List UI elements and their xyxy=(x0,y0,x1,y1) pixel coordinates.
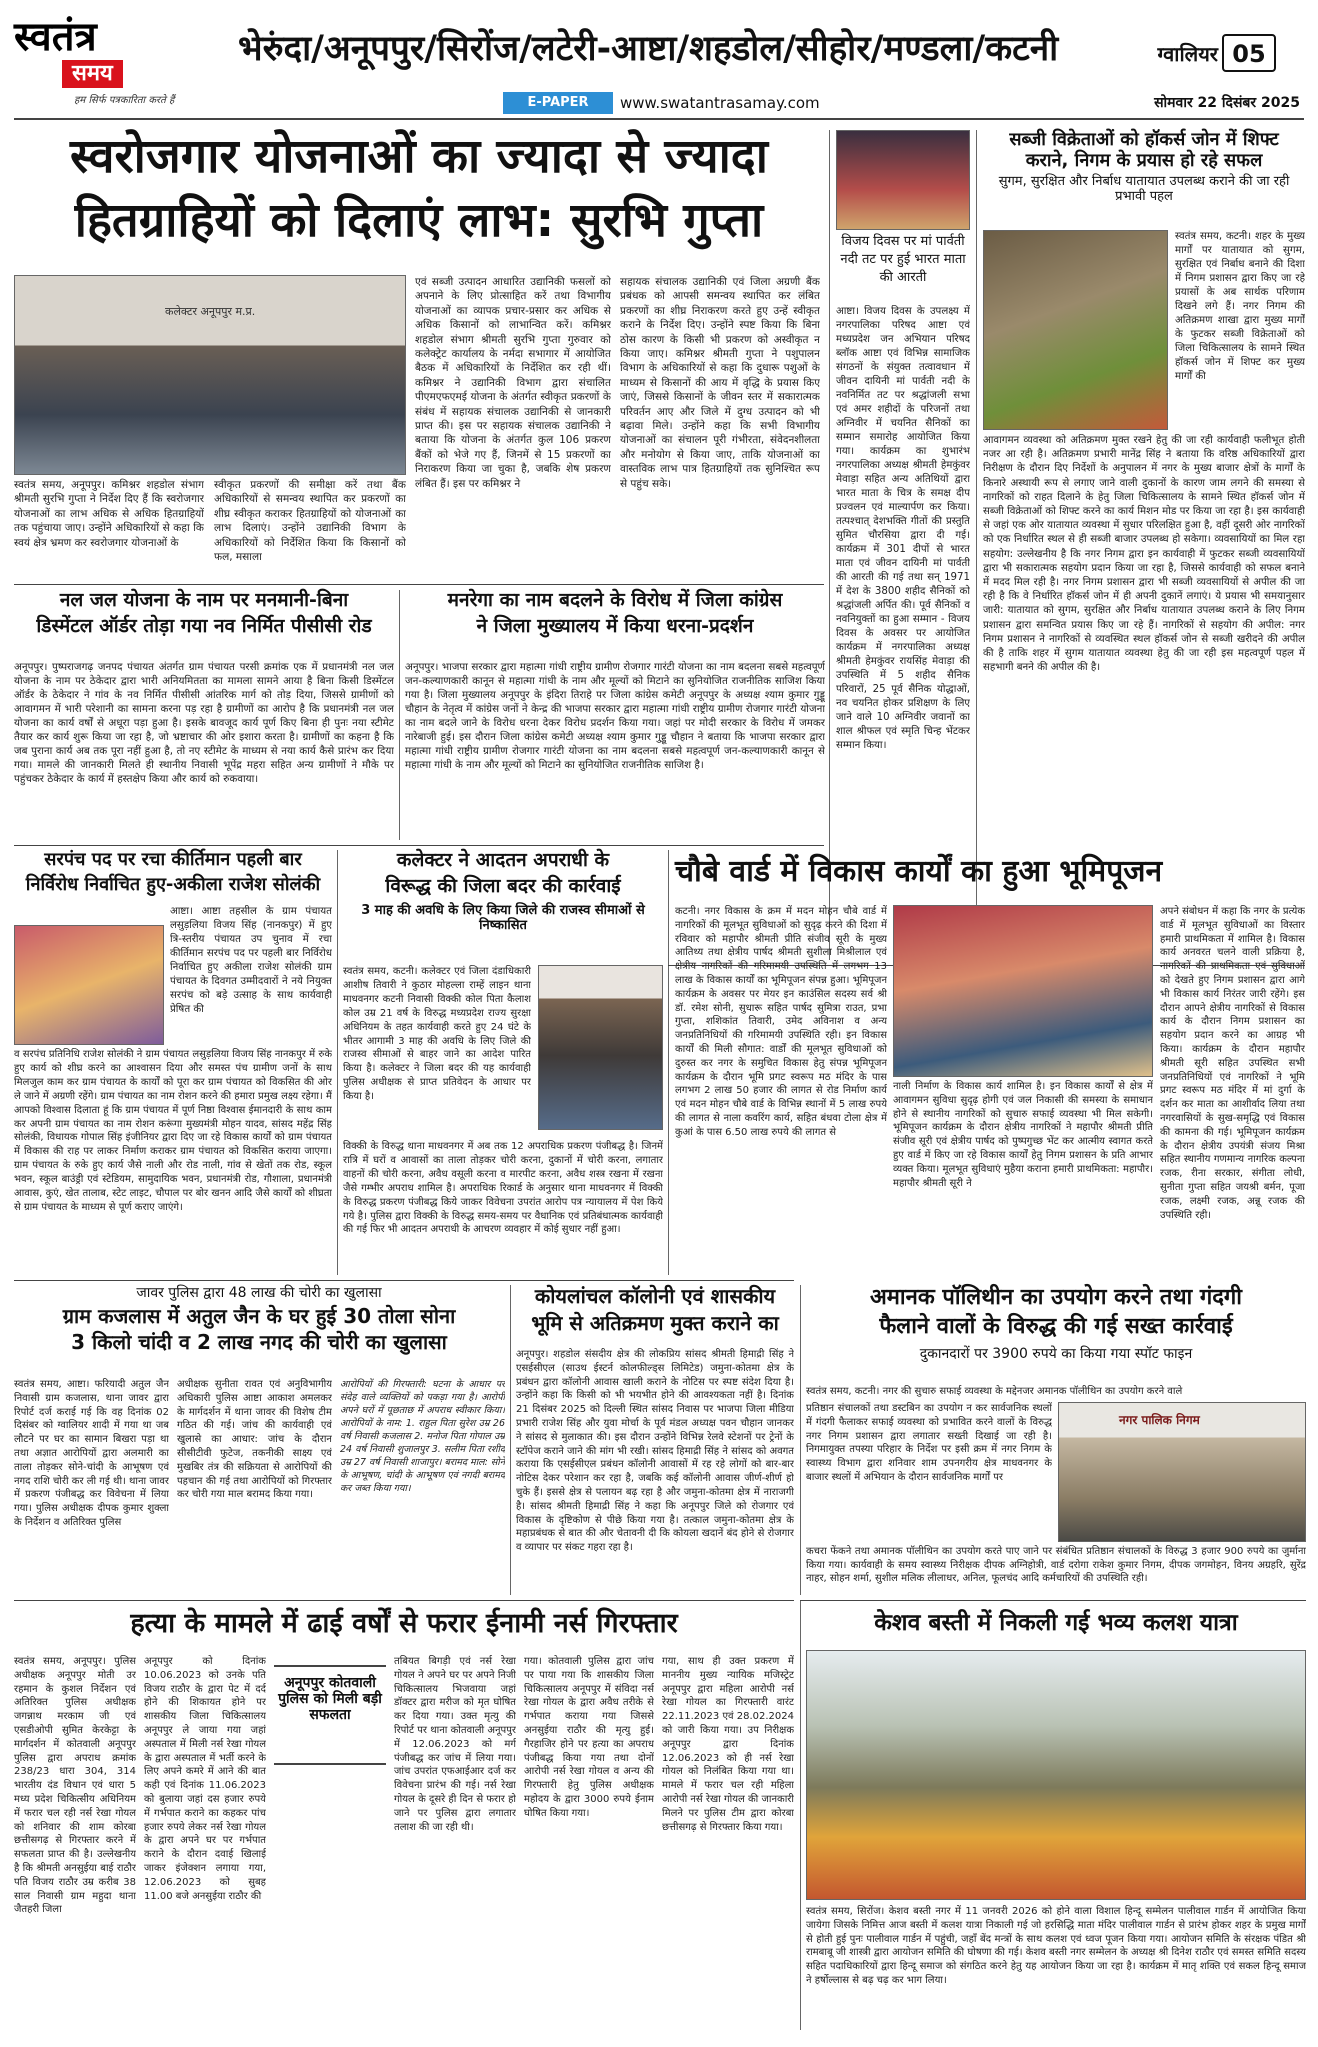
vendors-side: स्वतंत्र समय, कटनी। शहर के मुख्य मार्गों पर यातायात को सुगम, सुरक्षित एवं निर्बाध बनाने की दिशा में निगम प्रशासन द्वारा किए जा रहे प्रयासों के अब सार्थक परिणाम दिखने लगे हैं। नगर निगम की अतिक्रमण शाखा द्वारा मुख्य मार्गों के फुटकर सब्जी विक्रेताओं को जिला चिकित्सालय के सामने स्थित हॉकर्स जोन में शिफ्ट कर मुख्य मार्गों की xyxy=(1175,231,1305,382)
mnrega-headline-2: ने जिला मुख्यालय में किया धरना-प्रदर्शन xyxy=(476,614,754,637)
edition-name: ग्वालियर xyxy=(1157,42,1218,66)
lead-col-1: स्वतंत्र समय, अनूपपुर। कमिश्नर शहडोल संभाग श्रीमती सुरभि गुप्ता ने निर्देश दिए हैं कि स्वरोजगार योजनाओं का लाभ अधिक से अधिक हितग्राहियों तक पहुंचाया जाए। उन्होंने अधिकारियों से कहा कि स्वयं क्षेत्र भ्रमण कर स्वरोजगार योजनाओं के xyxy=(14,479,204,549)
zilabadar-side: स्वतंत्र समय, कटनी। कलेक्टर एवं जिला दंडाधिकारी आशीष तिवारी ने कुठार मोहल्ला राम्हें लाइन थाना माधवनगर कटनी निवासी विक्की कोल पिता कैलाश कोल उम्र 21 वर्ष के विरुद्ध मध्यप्रदेश राज्य सुरक्षा अधिनियम के तहत कार्यवाही करते हुए 24 घंटे के भीतर आगामी 3 माह की अवधि के लिए जिले की राजस्व सीमाओं से बाहर जाने का आदेश पारित किया है। कलेक्टर ने जिला बदर की यह कार्यवाही पुलिस अधीक्षक से प्राप्त प्रतिवेदन के आधार पर किया है। xyxy=(343,966,531,1103)
lead-col-4: सहायक संचालक उद्यानिकी एवं जिला अग्रणी बैंक प्रबंधक को आपसी समन्वय स्थापित कर लंबित प्रकरणों का शीघ्र निराकरण करते हुए उन्हें स्वीकृत कराने के निर्देश दिए। उन्होंने स्पष्ट किया कि बिना ठोस कारण के किसी भी प्रकरण को अस्वीकृत न किया जाए। कमिश्नर श्रीमती गुप्ता ने पशुपालन विभाग के अधिकारियों से कहा कि दुधारू पशुओं के माध्यम से किसानों की आय में वृद्धि के प्रयास किए जाएं, जिससे किसानों के जीवन स्तर में सकारात्मक परिवर्तन आए और जिले में दुग्ध उत्पादन को भी बढ़ावा मिले। उन्होंने कहा कि सभी विभागीय योजनाओं का संचालन पूरी गंभीरता, संवेदनशीलता और मनोयोग से किया जाए, ताकि योजनाओं का वास्तविक लाभ पात्र हितग्राहियों तक सुनिश्चित रूप से पहुंच सके। xyxy=(620,276,820,490)
nurse-col-4: तबियत बिगड़ी एवं नर्स रेखा गोयल ने अपने घर पर अपने निजी चिकित्सालय भिजवाया जहां डॉक्टर द्वारा मरीज को मृत घोषित कर दिया गया। उक्त मृत्यु की रिपोर्ट पर थाना कोतवाली अनूपपुर में 12.06.2023 को मर्ग पंजीबद्ध कर जांच में लिया गया। जांच उपरांत एफआईआर दर्ज कर विवेचना प्रारंभ की गई। नर्स रेखा गोयल के दूसरे ही दिन से फरार हो जाने पर पुलिस द्वारा लगातार तलाश की जा रही थी। xyxy=(394,1656,516,1833)
naljal-headline-2: डिस्मेंटल ऑर्डर तोड़ा गया नव निर्मित पीसीसी रोड xyxy=(36,614,372,637)
polythene-side: प्रतिष्ठान संचालकों तथा डस्टबिन का उपयोग न कर सार्वजनिक स्थलों में गंदगी फैलाकर सफाई व्यवस्था को प्रभावित करने वालों के विरुद्ध नगर निगम प्रशासन द्वारा लगातार सख्ती दिखाई जा रही है। निगमायुक्त तपस्या परिहार के निर्देश पर इसी क्रम में नगर निगम के स्वास्थ्य विभाग द्वारा शनिवार शाम उपनगरीय क्षेत्र माधवनगर के बाजार स्थलों में अभियान के दौरान सार्वजनिक मार्गों पर xyxy=(806,1403,1052,1483)
chaube-headline: चौबे वार्ड में विकास कार्यों का हुआ भूमिपूजन xyxy=(675,854,1163,889)
vijay-photo xyxy=(836,130,970,230)
polythene-photo xyxy=(1058,1402,1306,1542)
chori-headline-2: 3 किलो चांदी व 2 लाख नगद की चोरी का खुलासा xyxy=(71,1330,447,1355)
chaube-col-3: अपने संबोधन में कहा कि नगर के प्रत्येक वार्ड में मूलभूत सुविधाओं का विस्तार हमारी प्राथमिकता में शामिल है। विकास कार्य अनवरत चलने वाली प्रक्रिया है, नागरिकों की प्राथमिकता एवं सुविधाओं को देखते हुए निगम प्रशासन द्वारा आगे भी विकास कार्य निरंतर जारी रहेंगे। इस दौरान आपने क्षेत्रीय नागरिकों से विकास कार्य के दौरान निगम प्रशासन का सहयोग प्रदान करने का आग्रह भी किया। कार्यक्रम के दौरान महापौर श्रीमती सूरी सहित उपस्थित सभी जनप्रतिनिधियों एवं नागरिकों ने भूमि प्रगट स्वरूप मठ मंदिर में मां दुर्गा के दर्शन कर माता का आशीर्वाद लिया तथा नगरवासियों के सुख-समृद्धि एवं विकास की कामना की गई। भूमिपूजन कार्यक्रम के दौरान क्षेत्रीय उपयंत्री संजय मिश्रा सहित स्थानीय गणमान्य नागरिक कल्पना रजक, रीना सरकार, संगीता लोधी, सुनीता गुप्ता सहित जयश्री बर्मन, पूजा रजक, लक्ष्मी रजक, अन्नू रजक की उपस्थिति रही। xyxy=(1160,906,1305,1221)
chaube-col-2: नाली निर्माण के विकास कार्य शामिल है। इन विकास कार्यों से क्षेत्र में आवागमन सुविधा सुदृढ़ होगी एवं जल निकासी की समस्या के समाधान होने से स्थानीय नागरिकों को सुचारु सफाई व्यवस्था भी मिल सकेगी। भूमिपूजन कार्यक्रम के दौरान क्षेत्रीय नागरिकों ने महापौर श्रीमती प्रीति संजीव सूरी एवं क्षेत्रीय पार्षद को पुष्पगुच्छ भेंट कर आत्मीय स्वागत करते हुए वार्ड में किए जा रहे विकास कार्यों हेतु निगम प्रशासन के प्रति आभार व्यक्त किया। मूलभूत सुविधाएं मुहैया कराना हमारी प्राथमिकता: महापौर। महापौर श्रीमती सूरी ने xyxy=(893,1081,1153,1189)
chori-headline-1: ग्राम कजलास में अतुल जैन के घर हुई 30 तोला सोना xyxy=(62,1304,456,1329)
epaper-badge: E-PAPER xyxy=(503,92,613,114)
polythene-photo-sign: नगर पालिक निगम xyxy=(1119,1413,1200,1427)
polythene-body: कचरा फेंकने तथा अमानक पॉलीथिन का उपयोग करते पाए जाने पर संबंधित प्रतिष्ठान संचालकों के विरुद्ध 3 हजार 900 रुपये का जुर्माना किया गया। कार्यवाही के समय स्वास्थ्य निरीक्षक दीपक अग्निहोत्री, वार्ड दरोगा राकेश कुमार निगम, दीपक जगमोहन, विनय अग्रहरि, सुरेंद्र नाहर, सोहन शर्मा, सुशील मलिक लीलाधर, अनिल, फूलचंद आदि कर्मचारियों की उपस्थिति रही। xyxy=(806,1546,1306,1584)
vendors-story xyxy=(983,130,1305,205)
naljal-body: अनूपपुर। पुष्पराजगढ़ जनपद पंचायत अंतर्गत ग्राम पंचायत परसी क्रमांक एक में प्रधानमंत्री नल जल योजना के नाम पर ठेकेदार द्वारा भारी अनियमितता का मामला सामने आया है बिना किसी डिस्मेंटल ऑर्डर के ठेकेदार ने गांव के नव निर्मित पीसीसी आंतरिक मार्ग को तोड़ दिया, जिससे ग्रामीणों को आवागमन में भारी परेशानी का सामना करना पड़ रहा है ग्रामीणों का आरोप है कि प्रधानमंत्री नल जल योजना का कार्य वर्षों से अधूरा पड़ा हुआ है। इसके बावजूद कार्य पूर्ण किए बिना ही पुनः नया स्टीमेट तैयार कर कार्य शुरू किया जा रहा है, जो भ्रष्टाचार की ओर इशारा करता है। ग्रामीणों का कहना है कि जब पुराना कार्य अब तक पूरा नहीं हुआ है, तो नए स्टीमेट के माध्यम से नया कार्य कैसे प्रारंभ कर दिया गया। मामले की जानकारी मिलते ही स्थानीय निवासी भूपेंद्र महरा सहित अन्य ग्रामीणों ने मौके पर पहुंचकर ठेकेदार के कार्य में हस्तक्षेप किया और कार्य को रुकवाया। xyxy=(14,661,394,785)
issue-date: सोमवार 22 दिसंबर 2025 xyxy=(1154,95,1300,111)
polythene-headline-2: फैलाने वालों के विरुद्ध की गई सख्त कार्रवाई xyxy=(879,1314,1233,1340)
nurse-col-1: स्वतंत्र समय, अनूपपुर। पुलिस अधीक्षक अनूपपुर मोती उर रहमान के कुशल निर्देशन एवं अतिरिक्त पुलिस अधीक्षक जगन्नाथ मरकाम जी एवं एसडीओपी सुमित केरकेट्टा के मार्गदर्शन में कोतवाली अनूपपुर पुलिस द्वारा अपराध क्रमांक 238/23 धारा 304, 314 भारतीय दंड विधान एवं धारा 5 मध्य प्रदेश चिकित्सीय अधिनियम में फरार चल रही नर्स रेखा गोयल को शनिवार की शाम कोरबा छत्तीसगढ़ से गिरफ्तार करने में सफलता प्राप्त की है। उल्लेखनीय है कि श्रीमती अनसुईया बाई राठौर पति विजय राठौर उम्र करीब 38 साल निवासी ग्राम महुदा थाना जैतहरी जिला xyxy=(14,1656,136,1916)
masthead xyxy=(0,0,1318,115)
sarpanch-side: आष्टा। आष्टा तहसील के ग्राम पंचायत लसुड़लिया विजय सिंह (नानकपुर) में हुए त्रि-स्तरीय पंचायत उप चुनाव में रचा कीर्तिमान सरपंच पद पर पहली बार निर्विरोध निर्वाचित हुए अकीला राजेश सोलंकी ग्राम पंचायत के दिवगत उम्मीदवारों ने नये नियुक्त सरपंच को बड़े उत्साह के साथ कार्यवाही प्रेषित की xyxy=(170,906,332,1015)
page-number: 05 xyxy=(1222,34,1276,72)
chori-col-2: अधीक्षक सुनीता रावत एवं अनुविभागीय अधिकारी पुलिस आष्टा आकाश अमलकर के मार्गदर्शन में थाना जावर की विशेष टीम गठित की गई। जांच की कार्यवाही एवं खुलासे का आधार: जांच के दौरान सीसीटीवी फुटेज, तकनीकी साक्ष्य एवं मुखबिर तंत्र की सक्रियता से आरोपियों की पहचान की गई तथा आरोपियों को गिरफ्तार कर चोरी गया माल बरामद किया गया। xyxy=(177,1379,332,1501)
koylanchal-body: अनूपपुर। शहडोल संसदीय क्षेत्र की लोकप्रिय सांसद श्रीमती हिमाद्री सिंह ने एसईसीएल (साउथ ईस्टर्न कोलफील्ड्स लिमिटेड) जमुना-कोतमा क्षेत्र के प्रबंधन द्वारा कॉलोनी आवास खाली कराने के नोटिस पर स्पष्ट संदेश दिया है। उन्होंने कहा कि किसी को भी भयभीत होने की आवश्यकता नहीं है। दिनांक 21 दिसंबर 2025 को दिल्ली स्थित सांसद निवास पर भाजपा जिला मीडिया प्रभारी राजेश सिंह और युवा मोर्चा के पूर्व मंडल अध्यक्ष पवन चौहान जानकर ने सांसद से मुलाकात की। इस दौरान उन्होंने विभिन्न रेलवे स्टेशनों पर ट्रेनों के स्टॉपेज कराने जाने की मांग भी रखी। सांसद हिमाद्री सिंह ने सांसद को अवगत कराया कि एसईसीएल प्रबंधन कॉलोनी आवासों में रह रहे लोगों को बार-बार नोटिस देकर परेशान कर रहा है, जबकि कई कॉलोनी आवास जीर्ण-शीर्ण हो चुके हैं। इससे क्षेत्र से पलायन बढ़ रहा है और जमुना-कोतमा क्षेत्र में नाराजगी है। सांसद श्रीमती हिमाद्री सिंह ने कहा कि अनूपपुर जिले को रोजगार एवं विकास के दृष्टिकोण से पीछे किया गया है। तत्काल जमुना-कोतमा क्षेत्र के महाप्रबंधक से बात की और चेतावनी दी कि कोयला खदानें बंद होने से रोजगार व व्यापार पर संकट गहरा रहा है। xyxy=(516,1349,794,1554)
lead-col-3: एवं सब्जी उत्पादन आधारित उद्यानिकी फसलों को अपनाने के लिए प्रोत्साहित करें तथा विभागीय योजनाओं का व्यापक प्रचार-प्रसार कर अधिक से अधिक किसानों को लाभान्वित करें। कमिश्नर शहडोल संभाग श्रीमती सुरभि गुप्ता गुरुवार को कलेक्ट्रेट कार्यालय के नर्मदा सभागार में आयोजित बैठक में अधिकारियों के निर्देशित कर रही थीं। कमिश्नर ने उद्यानिकी विभाग द्वारा संचालित पीएमएफएमई योजना के अंतर्गत स्वीकृत प्रकरणों के संबंध में सहायक संचालक उद्यानिकी से जानकारी प्राप्त की। इस पर सहायक संचालक उद्यानिकी ने बताया कि योजना के अंतर्गत कुल 106 प्रकरण बैंकों को भेजे गए हैं, जिनमें से 15 प्रकरणों का निराकरण किया जा चुका है, जबकि शेष प्रकरण लंबित हैं। इस पर कमिश्नर ने xyxy=(415,276,611,490)
nurse-box-text: अनूपपुर कोतवाली पुलिस को मिली बड़ी सफलता xyxy=(278,1675,382,1724)
mnrega-headline-1: मनरेगा का नाम बदलने के विरोध में जिला कांग्रेस xyxy=(447,589,783,611)
chaube-col-1: कटनी। नगर विकास के क्रम में मदन मोहन चौबे वार्ड में नागरिकों की मूलभूत सुविधाओं को सुदृढ़ करने की दिशा में रविवार को महापौर श्रीमती प्रीति संजीव सूरी के मुख्य आतिथ्य तथा क्षेत्रीय पार्षद श्रीमती सुशीला मिश्रीलाल एवं क्षेत्रीय नागरिकों की गरिमामयी उपस्थिति में लगभग 13 लाख के विकास कार्यों का भूमिपूजन संपन्न हुआ। भूमिपूजन कार्यक्रम के अवसर पर मेयर इन काउंसिल सदस्य सर्व श्री डॉ. रमेश सोनी, सुधारू सहित पार्षद सुमित्रा राउत, प्रभा गुप्ता, शशिकांत तिवारी, उमेद अविनाश व अन्य जनप्रतिनिधियों की गरिमामयी उपस्थिति रही। इन विकास कार्यों की मिली सौगात: वार्डों की मूलभूत सुविधाओं को दुरुस्त कर नगर के समुचित विकास हेतु संपन्न भूमिपूजन कार्यक्रम के दौरान भूमि प्रगट स्वरूप मठ मंदिर के पास लगभग 2 लाख 50 हजार की लागत से रोड निर्माण कार्य एवं मदन मोहन चौबे वार्ड के विभिन्न स्थानों में 5 लाख रुपये की लागत से नाला कवरिंग कार्य, सहित बंधवा टोला क्षेत्र में कुआं के पास 6.50 लाख रुपये की लागत से xyxy=(675,906,887,1138)
nurse-col-2: अनूपपुर को दिनांक 10.06.2023 को उनके पति विजय राठौर के द्वारा पेट में दर्द होने की शिकायत होने पर शासकीय जिला चिकित्सालय अनूपपुर ले जाया गया जहां अस्पताल में मिली नर्स रेखा गोयल के द्वारा अस्पताल में भर्ती करने के लिए अपने कमरे में आने की बात कही एवं दिनांक 11.06.2023 को बुलाया जहां दस हजार रुपये में गर्भपात कराने का कहकर पांच हजार रुपये लेकर नर्स रेखा गोयल के द्वारा अपने घर पर गर्भपात कराने के दौरान दवाई खिलाई जाकर इंजेक्शन लगाया गया, 12.06.2023 को सुबह 11.00 बजे अनसुईया राठौर की xyxy=(144,1656,266,1902)
tagline: हम सिर्फ पत्रकारिता करते हैं xyxy=(74,95,175,106)
chori-col-1: स्वतंत्र समय, आष्टा। फरियादी अतुल जैन निवासी ग्राम कजलास, थाना जावर द्वारा रिपोर्ट दर्ज कराई गई कि वह दिनांक 02 दिसंबर को ग्वालियर शादी में गया था जब लौटने पर घर का सामान बिखरा पड़ा था तथा अज्ञात आरोपियों द्वारा अलमारी का ताला तोड़कर सोने-चांदी के आभूषण एवं नगद राशि चोरी कर ली गई थी। थाना जावर में प्रकरण पंजीबद्ध कर विवेचना में लिया गया। पुलिस अधीक्षक दीपक कुमार शुक्ला के निर्देशन व अतिरिक्त पुलिस xyxy=(14,1379,169,1528)
nurse-headline: हत्या के मामले में ढाई वर्षों से फरार ईनामी नर्स गिरफ्तार xyxy=(130,1608,678,1639)
lead-headline-2: हितग्राहियों को दिलाएं लाभ: सुरभि गुप्ता xyxy=(74,193,764,249)
chori-kicker: जावर पुलिस द्वारा 48 लाख की चोरी का खुलासा xyxy=(136,1285,382,1301)
logo-bottom: समय xyxy=(62,60,123,88)
sarpanch-body: व सरपंच प्रतिनिधि राजेश सोलंकी ने ग्राम पंचायत लसुड़लिया विजय सिंह नानकपुर में रुके हुए कार्य को शीघ्र करने का आश्वासन दिया और समस्त पंच ग्रामीण जनों के साथ मिलजुल काम कर ग्राम पंचायत के कार्यों को पूरा कर ग्राम पंचायत को विकसित की ओर ले जाने में अग्रणी रहेंगे। ग्राम पंचायत का नाम रोशन करने की हमारा प्रमुख लक्ष्य रहेगा। मैं आपको विश्वास दिलाता हूं कि ग्राम पंचायत में पूर्ण निष्ठा विश्वास ईमानदारी के साथ काम कर अपनी ग्राम पंचायत का नाम रोशन करूंगा मुख्यमंत्री मोहन यादव, सांसद महेंद्र सिंह सोलंकी, विधायक गोपाल सिंह इंजीनियर द्वारा दिए जा रहे विकास कार्यों को ग्राम पंचायत में विकास की राह पर लाकर निर्माण कराकर ग्राम पंचायत को विकसित कराया जाएगा। ग्राम पंचायत के रुके हुए कार्य जैसे नाली और रोड नाली, गांव से खेतों तक रोड, स्कूल भवन, स्कूल बाउंड्री एवं स्टेडियम, सामुदायिक भवन, प्रधानमंत्री रोड, गौशाला, प्रधानमंत्री आवास, कुएं, खेत तालाब, स्टेट लाइट, चौपाल पर बोर खनन आदि जैसे कार्यों को शीघ्रता से ग्राम पंचायत के माध्यम से पूर्ण कराए जाएंगे। xyxy=(14,1049,332,1213)
website-link[interactable]: www.swatantrasamay.com xyxy=(620,94,820,112)
nurse-col-5: गया। कोतवाली पुलिस द्वारा जांच पर पाया गया कि शासकीय जिला चिकित्सालय अनूपपुर में संविदा नर्स रेखा गोयल के द्वारा अवैध तरीके से गर्भपात कराया गया जिससे अनसुईया राठौर की मृत्यु हुई। गैरहाजिर होने पर हत्या का अपराध पंजीबद्ध किया गया तथा दोनों आरोपी नर्स रेखा गोयल व अन्य की गिरफ्तारी हेतु पुलिस अधीक्षक महोदय के द्वारा 3000 रुपये ईनाम घोषित किया गया। xyxy=(524,1656,654,1819)
vendors-headline-1: सब्जी विक्रेताओं को हॉकर्स जोन में शिफ्ट xyxy=(1009,129,1279,150)
kalash-headline: केशव बस्ती में निकली गई भव्य कलश यात्रा xyxy=(874,1610,1238,1636)
sarpanch-story xyxy=(14,850,332,895)
logo xyxy=(14,14,239,114)
vijay-body: आष्टा। विजय दिवस के उपलक्ष्य में नगरपालिका परिषद आष्टा एवं मध्यप्रदेश जन अभियान परिषद ब्लॉक आष्टा एवं विभिन्न सामाजिक संगठनों के संयुक्त तत्वावधान में जीवन दायिनी मां पार्वती नदी के नवनिर्मित तट पर श्रद्धांजली सभा एवं अमर शहीदों के परिजनों तथा अग्निवीर में चयनित सैनिकों का सम्मान समारोह आयोजित किया गया। कार्यक्रम का शुभारंभ नगरपालिका अध्यक्ष श्रीमती हेमकुंवर मेवाड़ा सहित अन्य अतिथियों द्वारा भारत माता के चित्र के समक्ष दीप प्रज्वलन एवं माल्यार्पण कर किया। तत्पश्चात् देशभक्ति गीतों की प्रस्तुति सुमित चौरसिया द्वारा दी गई। कार्यक्रम में 301 दीपों से भारत माता एवं जीवन दायिनी मां पार्वती की आरती की गई तथा सन् 1971 में देश के 3800 शहीद सैनिकों को श्रद्धांजली अर्पित की। पूर्व सैनिकों व नवनियुक्तों का हुआ सम्मान - विजय दिवस के अवसर पर आयोजित कार्यक्रम में नगरपालिका अध्यक्ष श्रीमती हेमकुंवर रायसिंह मेवाड़ा की उपस्थिति में 5 शहीद सैनिक परिवारों, 25 पूर्व सैनिक योद्धाओं, नव चयनित होकर प्रशिक्षण के लिए जाने वाले 10 अग्निवीर जवानों का शाल श्रीफल एवं स्मृति चिन्ह भेंटकर सम्मान किया। xyxy=(836,306,970,751)
cities-strip: भेरुंदा/अनूपपुर/सिरोंज/लटेरी-आष्टा/शहडोल/सीहोर/मण्डला/कटनी xyxy=(238,29,1059,69)
nurse-box xyxy=(274,1665,386,1765)
zilabadar-story xyxy=(343,850,663,934)
vendors-body: आवागमन व्यवस्था को अतिक्रमण मुक्त रखने हेतु की जा रही कार्यवाही फलीभूत होती नजर आ रही है। अतिक्रमण प्रभारी मानेंद्र सिंह ने बताया कि वरिष्ठ अधिकारियों द्वारा निरीक्षण के दौरान दिए निर्देशों के अनुपालन में नगर के मुख्य बाजार क्षेत्रों के मार्गों के किनारे अस्थायी रूप से लगाए जाने वाली दुकानों के कारण जाम लगने की समस्या से नागरिकों को राहत दिलाने के हेतु जिला चिकित्सालय के सामने स्थित हॉकर्स जोन में सब्जी विक्रेताओं को शिफ्ट करने का कार्य मिशन मोड पर किया जा रहा है। इस कार्यवाही से जहां एक ओर यातायात व्यवस्था में सुधार परिलक्षित हुआ है, वहीं दूसरी ओर नागरिकों को एक निर्धारित स्थल से ही सब्जी बाजार उपलब्ध हो सकेगा। व्यवसायियों का मिल रहा सहयोग: उल्लेखनीय है कि नगर निगम द्वारा इन कार्यवाही में फुटकर सब्जी व्यवसायियों द्वारा भी सकारात्मक सहयोग प्रदान किया जा रहा है, जिससे कार्यवाही को सफल बनाने में मदद मिल रही है। नगर निगम प्रशासन द्वारा भी सब्जी व्यवसायियों से अपील की जा रही है कि वे निर्धारित हॉकर्स जोन में ही अपनी दुकानें लगाएं। ये प्रयास भी समयानुसार जारी: यातायात को सुगम, सुरक्षित और निर्बाध यातायात उपलब्ध कराने के लिए निगम प्रशासन द्वारा समन्वित प्रयास किए जा रहे हैं। नागरिकों से सहयोग की अपील: नगर निगम प्रशासन ने नागरिकों से व्यवस्थित स्थल हॉकर्स जोन से सब्जी खरीदने की अपील की है ताकि शहर में सुगम यातायात व्यवस्था हेतु की जा रही इस महत्वपूर्ण पहल में सहभागी बनने की अपील की है। xyxy=(983,435,1305,674)
lead-col-2: स्वीकृत प्रकरणों की समीक्षा करें तथा बैंक अधिकारियों से समन्वय स्थापित कर प्रकरणों का शीघ्र स्वीकृत कराकर हितग्राहियों को योजनाओं का लाभ दिलाएं। उन्होंने उद्यानिकी विभाग के अधिकारियों को निर्देशित किया कि किसानों को फल, मसाला xyxy=(214,479,406,564)
zilabadar-headline-2: विरूद्ध की जिला बदर की कार्रवाई xyxy=(385,874,621,897)
logo-top: स्वतंत्र xyxy=(14,14,97,60)
mnrega-body: अनूपपुर। भाजपा सरकार द्वारा महात्मा गांधी राष्ट्रीय ग्रामीण रोजगार गारंटी योजना का नाम बदलना सबसे महत्वपूर्ण जन-कल्याणकारी कानून से महात्मा गांधी के नाम और मूल्यों को मिटाने का सुनियोजित राजनीतिक साजिश किया गया है। जिला मुख्यालय अनूपपुर के इंदिरा तिराहे पर जिला कांग्रेस कमेटी अनूपपुर के अध्यक्ष श्याम कुमार गुड्डू चौहान के नेतृत्व में कांग्रेस जनों ने केन्द्र की भाजपा सरकार द्वारा महात्मा गांधी राष्ट्रीय ग्रामीण रोजगार गारंटी योजना का नाम बदले जाने के विरोध धरना देकर विरोध प्रदर्शन किया गया। जहां पर मोदी सरकार के विरोध में जमकर नारेबाजी हुई। इस दौरान जिला कांग्रेस कमेटी अध्यक्ष श्याम कुमार गुड्डू चौहान ने बताया कि भाजपा सरकार द्वारा महात्मा गांधी राष्ट्रीय ग्रामीण रोजगार गारंटी योजना का नाम बदलना सबसे महत्वपूर्ण जन-कल्याणकारी कानून से महात्मा गांधी के नाम और मूल्यों को मिटाने का सुनियोजित राजनीतिक साजिश है। xyxy=(405,661,825,771)
lead-photo-sign: कलेक्टर अनूपपुर म.प्र. xyxy=(165,305,256,318)
lead-headline-1: स्वरोजगार योजनाओं का ज्यादा से ज्यादा xyxy=(70,129,768,184)
polythene-lead: स्वतंत्र समय, कटनी। नगर की सुचारु सफाई व्यवस्था के मद्देनजर अमानक पॉलीथिन का उपयोग करने वाले xyxy=(806,1386,1183,1397)
masthead-rule xyxy=(14,118,1304,120)
polythene-headline-1: अमानक पॉलिथीन का उपयोग करने तथा गंदगी xyxy=(869,1285,1243,1310)
zilabadar-subhead: 3 माह की अवधि के लिए किया जिले की राजस्व सीमाओं से निष्कासित xyxy=(361,902,645,933)
lead-photo xyxy=(14,275,406,475)
sarpanch-photo xyxy=(14,925,164,1045)
chaube-photo xyxy=(893,905,1153,1077)
vendors-subhead: सुगम, सुरक्षित और निर्बाध यातायात उपलब्ध कराने की जा रही प्रभावी पहल xyxy=(998,174,1290,205)
polythene-subhead: दुकानदारों पर 3900 रुपये का किया गया स्पॉट फाइन xyxy=(919,1345,1193,1362)
sarpanch-headline-2: निर्विरोध निर्वाचित हुए-अकीला राजेश सोलंकी xyxy=(25,873,321,895)
chori-col-3: आरोपियों की गिरफ्तारी: घटना के आधार पर संदेह वाले व्यक्तियों को पकड़ा गया है। आरोपी अपने घरों में पूछताछ में अपराध स्वीकार किया। आरोपियों के नाम: 1. राहुल पिता सुरेश उम्र 26 वर्ष निवासी कजलास 2. मनोज पिता गोपाल उम्र 24 वर्ष निवासी शुजालपुर 3. सलीम पिता रशीद उम्र 27 वर्ष निवासी शाजापुर। बरामद माल: सोने के आभूषण, चांदी के आभूषण एवं नगदी बरामद कर जब्त किया गया। xyxy=(340,1379,505,1494)
vendors-headline-2: कराने, निगम के प्रयास हो रहे सफल xyxy=(1025,149,1263,171)
naljal-story xyxy=(14,590,394,638)
koylanchal-headline-1: कोयलांचल कॉलोनी एवं शासकीय xyxy=(534,1284,776,1308)
zilabadar-photo xyxy=(538,965,663,1130)
zilabadar-body: विक्की के विरुद्ध थाना माधवनगर में अब तक 12 अपराधिक प्रकरण पंजीबद्ध है। जिनमें रात्रि में घरों व आवासों का ताला तोड़कर चोरी करना, दुकानों में चोरी करना, लगातार वाहनों की चोरी करना, अवैध वसूली करना व मारपीट करना, अवैध शस्त्र रखना में रखना जैसे गम्भीर अपराध शामिल है। अपराधिक रिकार्ड के अनुसार थाना माधवनगर में विक्की के विरुद्ध प्रकरण पंजीबद्ध किये जाकर विवेचना उपरांत आरोप पत्र न्यायालय में पेश किये गये है। पुलिस द्वारा विक्की के विरुद्ध समय-समय पर वैधानिक एवं प्रतिबंधात्मक कार्यवाही की गई फिर भी आदतन अपराधी के आचरण व्यवहार में कोई सुधार नहीं हुआ। xyxy=(343,1141,663,1236)
zilabadar-headline-1: कलेक्टर ने आदतन अपराधी के xyxy=(396,849,610,871)
koylanchal-headline-2: भूमि से अतिक्रमण मुक्त कराने का xyxy=(531,1311,779,1335)
kalash-body: स्वतंत्र समय, सिरोंज। केशव बस्ती नगर में 11 जनवरी 2026 को होने वाला विशाल हिन्दू सम्मेलन पालीवाल गार्डन में आयोजित किया जायेगा जिसके निमित्त आज बस्ती में कलश यात्रा निकाली गई जो हरसिद्धि माता मंदिर पालीवाल गार्डन से प्रारंभ होकर शहर के प्रमुख मार्गों से होती हुई पुनः पालीवाल गार्डन में पहुंची, जहाँ बेंद मन्त्रों के साथ कलश एवं ध्वज पूजन किया गया। आयोजन समिति के संरक्षक पंडित श्री रामबाबू जी शास्त्री द्वारा आयोजन समिति की घोषणा की गई। केशव बस्ती नगर सम्मेलन के अध्यक्ष श्री दिनेश राठौर एवं समस्त समिति सदस्य सहित पदाधिकारियों द्वारा हिन्दू समाज को संगठित करने हेतु यह आयोजन किया जा रहा है। कार्यक्रम में मातृ शक्ति एवं सकल हिन्दू समाज ने हर्षोल्लास से बढ़ चढ़ कर भाग लिया। xyxy=(806,1906,1306,1986)
mnrega-story xyxy=(405,590,825,638)
cmyk-strip xyxy=(14,2034,1304,2042)
polythene-story xyxy=(806,1285,1306,1362)
vijay-caption: विजय दिवस पर मां पार्वती नदी तट पर हुई भारत माता की आरती xyxy=(840,234,966,285)
chori-story xyxy=(14,1285,504,1354)
koylanchal-story xyxy=(516,1285,794,1335)
kalash-photo xyxy=(806,1650,1306,1900)
sarpanch-headline-1: सरपंच पद पर रचा कीर्तिमान पहली बार xyxy=(44,849,302,870)
naljal-headline-1: नल जल योजना के नाम पर मनमानी-बिना xyxy=(59,589,349,611)
nurse-col-6: गया, साथ ही उक्त प्रकरण में माननीय मुख्य न्यायिक मजिस्ट्रेट अनूपपुर द्वारा महिला आरोपी नर्स रेखा गोयल का गिरफ्तारी वारंट 22.11.2023 एवं 28.02.2024 को जारी किया गया। उप निरीक्षक अनूपपुर द्वारा दिनांक 12.06.2023 को ही नर्स रेखा गोयल को निलंबित किया गया था। मामले में फरार चल रही महिला आरोपी नर्स रेखा गोयल की जानकारी मिलने पर पुलिस टीम द्वारा कोरबा छत्तीसगढ़ से गिरफ्तार किया गया। xyxy=(662,1656,794,1833)
vendors-photo xyxy=(983,230,1168,430)
